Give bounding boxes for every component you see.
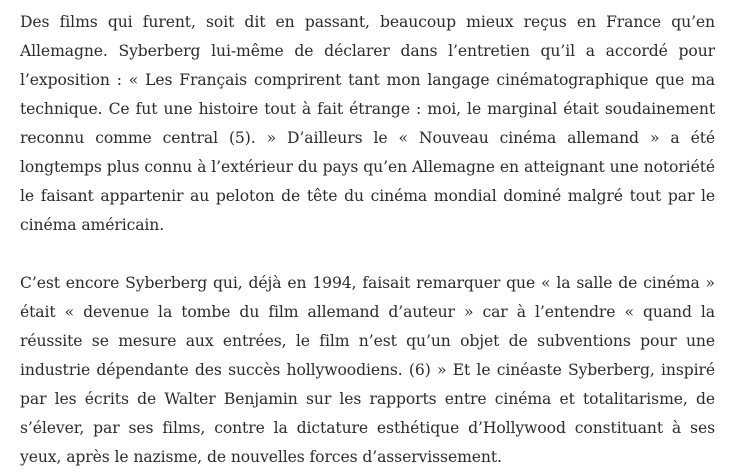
paragraph-salle-de-cinema: C’est encore Syberberg qui, déjà en 1994, faisait remarquer que « la salle de cinéma » était « devenue la tombe du film allemand d’auteur » car à l’entendre « quand la réussite se mesure aux entrées, le film n’est qu’un objet de subventions pour une industrie dépendante des succès hollywoodiens. (6) » Et le cinéaste Syberberg, inspiré par les écrits de Walter Benjamin sur les rapports entre cinéma et totalitarisme, de s’élever, par ses films, contre la dictature esthétique d’Hollywood constituant à ses yeux, après le nazisme, de nouvelles forces d’asservissement. <box>20 274 715 466</box>
paragraph-syberberg-france: Des films qui furent, soit dit en passant, beaucoup mieux reçus en France qu’en Allemagne. Syberberg lui-même de déclarer dans l’entretien qu’il a accordé pour l’exposition : « Les Français comprirent tant mon langage cinématographique que ma technique. Ce fut une histoire tout à fait étrange : moi, le marginal était soudainement reconnu comme central (5). » D’ailleurs le « Nouveau cinéma allemand » a été longtemps plus connu à l’extérieur du pays qu’en Allemagne en atteignant une notoriété le faisant appartenir au peloton de tête du cinéma mondial dominé malgré tout par le cinéma américain. <box>20 13 715 234</box>
